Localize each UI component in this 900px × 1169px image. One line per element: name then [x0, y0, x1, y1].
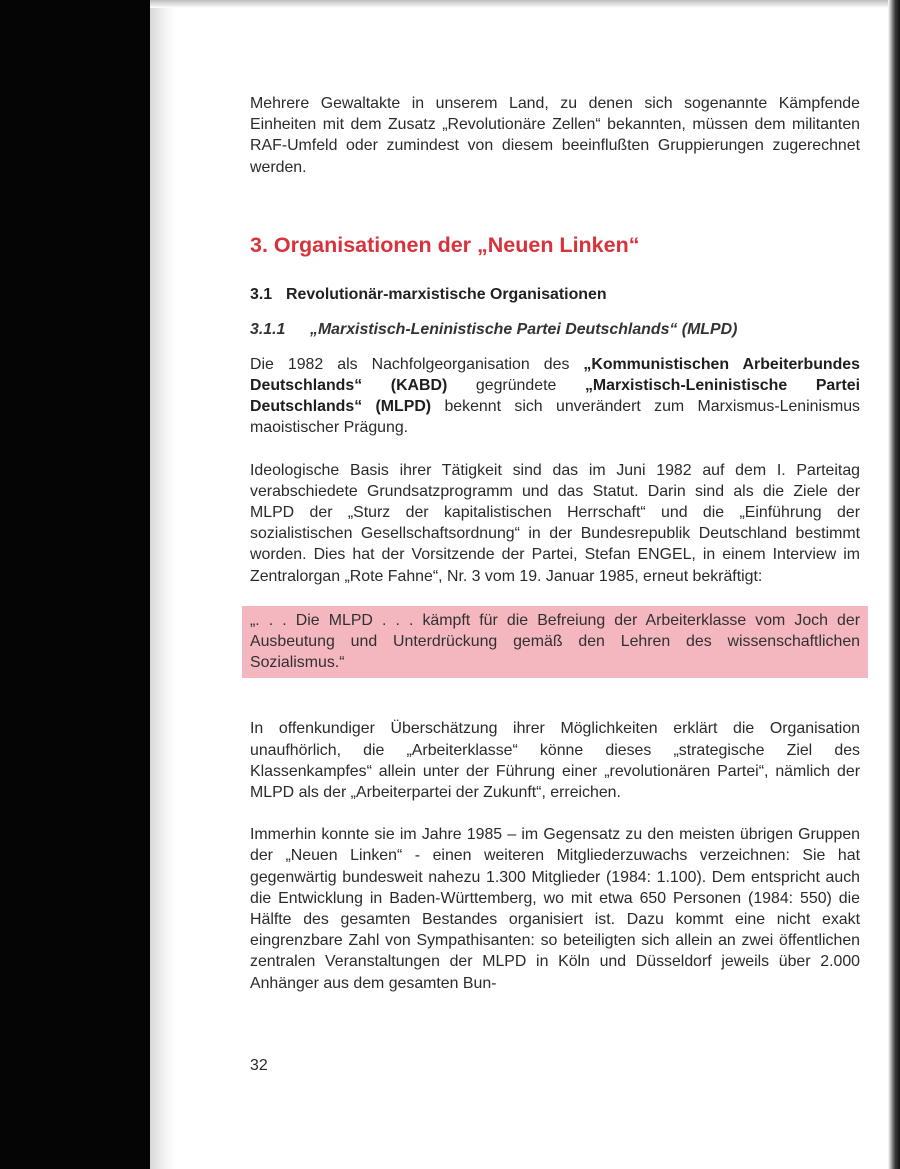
paragraph-ideology: Ideologische Basis ihrer Tätigkeit sind das im Juni 1982 auf dem I. Parteitag verabschiedete Grundsatzprogramm und das Statut. Darin sind als die Ziele der MLPD der „Sturz der kapitalistischen Herrschaft“ und die „Einführung der sozialistischen Gesellschaftsordnung“ in der Bundesrepublik Deutschland bestimmt worden. Dies hat der Vorsitzende der Partei, Stefan ENGEL, in einem Interview im Zentralorgan „Rote Fahne“, Nr. 3 vom 19. Januar 1985, erneut bekräftigt:	[250, 461, 860, 585]
quote-text: „. . . Die MLPD . . . kämpft für die Befreiung der Arbeiterklasse vom Joch der Ausbeutung und Unterdrückung gemäß den Lehren des wissenschaftlichen Sozialismus.“	[250, 611, 860, 672]
subsection-title: Revolutionär-marxistische Organisationen	[286, 285, 607, 303]
para1-bold-mlpd: „Marxistisch-Leninistische Partei Deutschlands“ (MLPD)	[250, 377, 860, 416]
document-page	[250, 93, 860, 994]
paragraph-overestimation: In offenkundiger Überschätzung ihrer Möglichkeiten erklärt die Organisation unaufhörlich, die „Arbeiterklasse“ könne dieses „strategische Ziel des Klassenkampfes“ allein unter der Führung einer „revolutionären Partei“, nämlich der MLPD als der „Arbeiterpartei der Zukunft“, erreichen.	[250, 720, 860, 802]
quote-box	[242, 606, 868, 679]
paragraph-membership: Immerhin konnte sie im Jahre 1985 – im Gegensatz zu den meisten übrigen Gruppen der „Neuen Linken“ - einen weiteren Mitgliederzuwachs verzeichnen: Sie hat gegenwärtig bundesweit nahezu 1.300 Mitglieder (1984: 1.100). Dem entspricht auch die Entwicklung in Baden-Württemberg, wo mit etwa 650 Personen (1984: 550) die Hälfte des gesamten Bestandes organisiert ist. Dazu kommt eine nicht exakt eingrenzbare Zahl von Sympathisanten: so beteiligten sich allein an zwei öffentlichen zentralen Veranstaltungen der MLPD in Köln und Düsseldorf jeweils über 2.000 Anhänger aus dem gesamten Bun-	[250, 826, 860, 992]
intro-paragraph: Mehrere Gewaltakte in unserem Land, zu denen sich sogenannte Kämpfende Einheiten mit dem Zusatz „Revolutionäre Zellen“ bekannten, müssen dem militanten RAF-Umfeld oder zumindest von diesem beeinflußten Gruppierungen zugerechnet werden.	[250, 95, 860, 176]
page-right-edge	[888, 0, 900, 1169]
page-number: 32	[250, 1057, 268, 1074]
paragraph-mlpd-founding	[250, 354, 860, 439]
subsubsection-number: 3.1.1	[250, 320, 286, 338]
page-gutter-shadow	[150, 0, 176, 1169]
para1-text-2: gegründete	[447, 377, 585, 395]
scan-dark-margin	[0, 0, 150, 1169]
subsection-heading	[250, 284, 860, 305]
subsection-number: 3.1	[250, 285, 273, 303]
para1-text-3: bekennt sich unverändert zum Marxismus-Leninismus maoistischer Prägung.	[250, 398, 860, 437]
subsubsection-heading	[250, 319, 860, 340]
subsubsection-title: „Marxistisch-Leninistische Partei Deutschlands“ (MLPD)	[310, 320, 738, 338]
para1-bold-kabd: „Kommunistischen Arbeiterbundes Deutschlands“ (KABD)	[250, 355, 860, 395]
section-heading: 3. Organisationen der „Neuen Linken“	[250, 232, 640, 257]
page-top-edge	[150, 0, 890, 8]
para1-text-1: Die 1982 als Nachfolgeorganisation des	[250, 355, 584, 373]
